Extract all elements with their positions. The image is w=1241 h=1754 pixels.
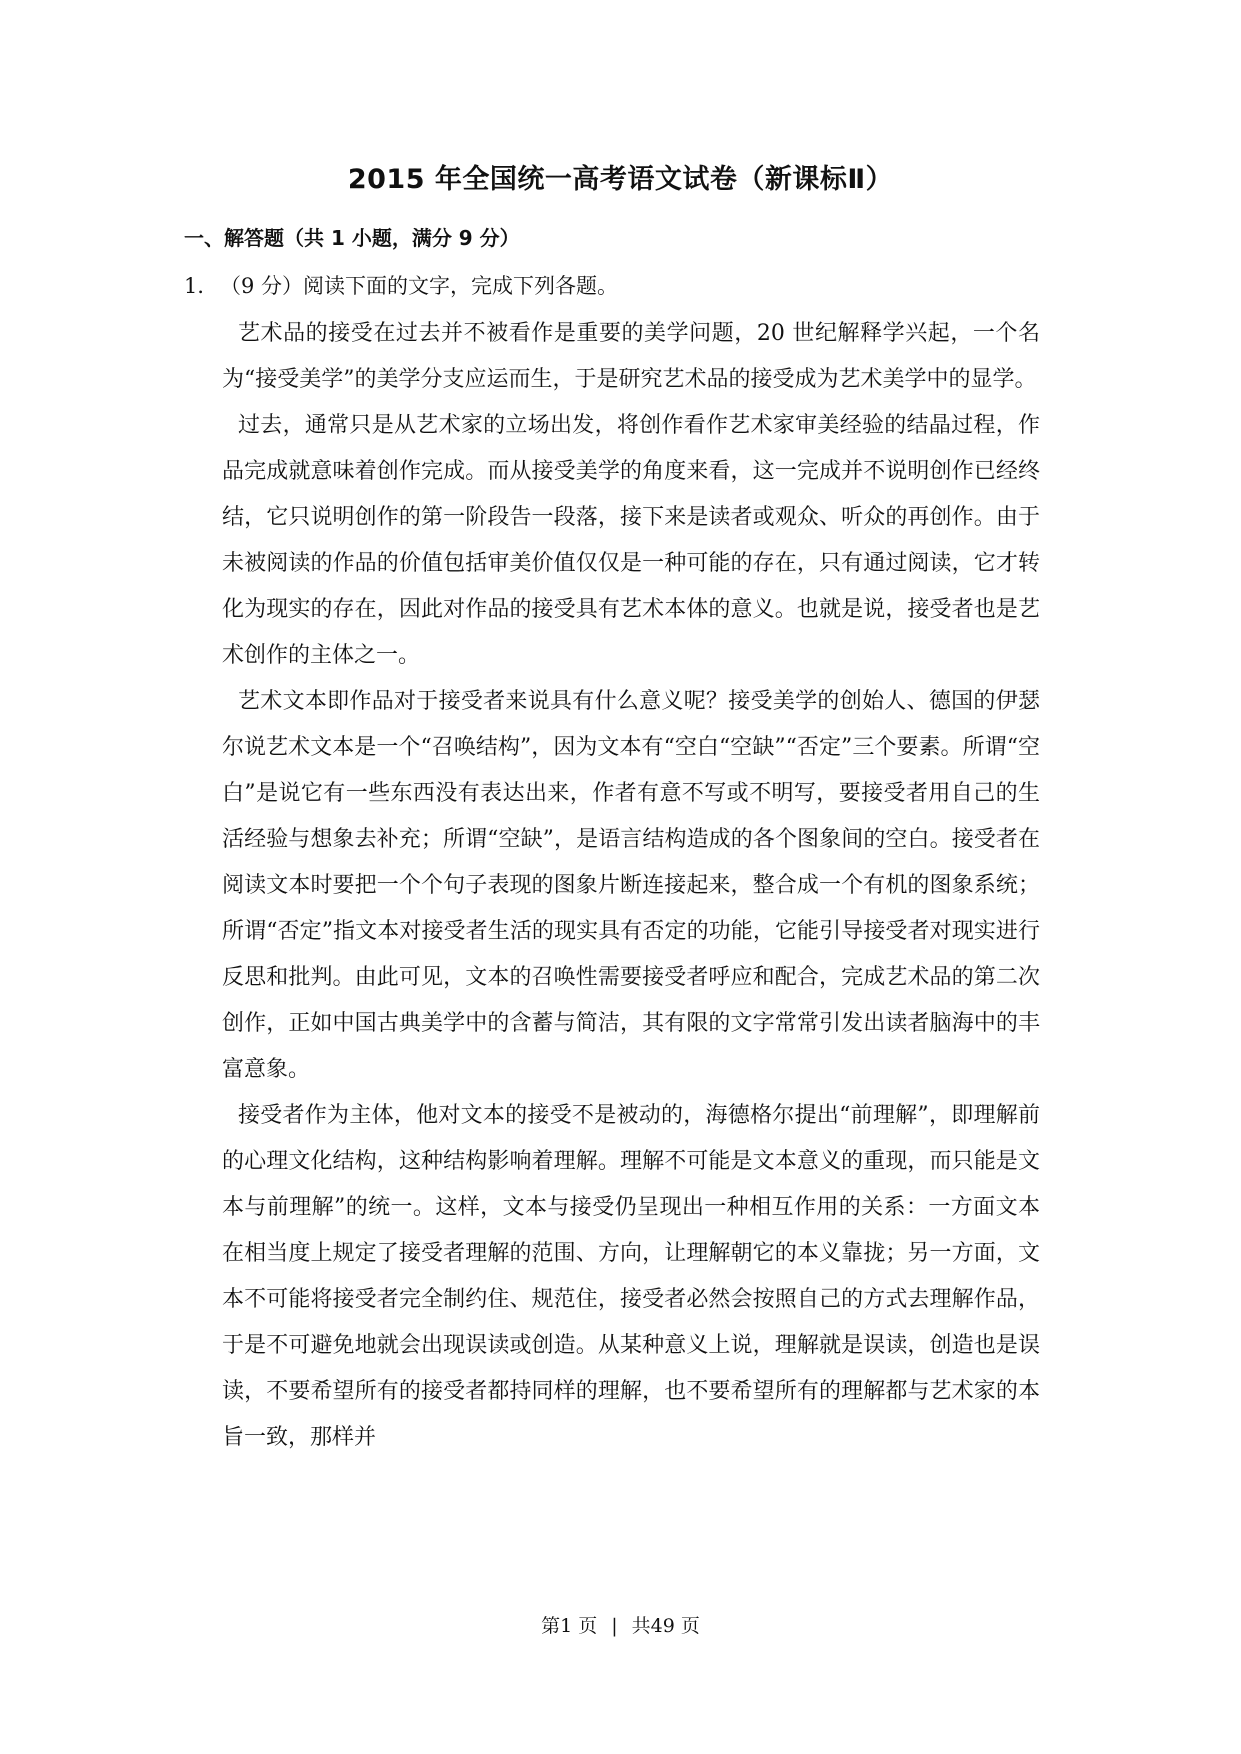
passage-paragraph-1: 艺术品的接受在过去并不被看作是重要的美学问题，20 世纪解释学兴起，一个名为“接受美学”的美学分支应运而生，于是研究艺术品的接受成为艺术美学中的显学。 [222, 321, 1040, 392]
question-prompt: （9 分）阅读下面的文字，完成下列各题。 [220, 274, 619, 298]
passage-paragraph-3: 艺术文本即作品对于接受者来说具有什么意义呢？接受美学的创始人、德国的伊瑟尔说艺术文本是一个“召唤结构”，因为文本有“空白“空缺”“否定”三个要素。所谓“空白”是说它有一些东西没有表达出来，作者有意不写或不明写，要接受者用自己的生活经验与想象去补充；所谓“空缺”，是语言结构造成的各个图象间的空白。接受者在阅读文本时要把一个个句子表现的图象片断连接起来，整合成一个有机的图象系统；所谓“否定”指文本对接受者生活的现实具有否定的功能，它能引导接受者对现实进行反思和批判。由此可见，文本的召唤性需要接受者呼应和配合，完成艺术品的第二次创作，正如中国古典美学中的含蓄与简洁，其有限的文字常常引发出读者脑海中的丰富意象。 [222, 689, 1040, 1082]
page-footer [0, 1612, 1241, 1640]
page-title: 2015 年全国统一高考语文试卷（新课标Ⅱ） [347, 164, 894, 195]
passage-paragraph-2: 过去，通常只是从艺术家的立场出发，将创作看作艺术家审美经验的结晶过程，作品完成就意味着创作完成。而从接受美学的角度来看，这一完成并不说明创作已经终结，它只说明创作的第一阶段告一段落，接下来是读者或观众、听众的再创作。由于未被阅读的作品的价值包括审美价值仅仅是一种可能的存在，只有通过阅读，它才转化为现实的存在，因此对作品的接受具有艺术本体的意义。也就是说，接受者也是艺术创作的主体之一。 [222, 413, 1040, 668]
passage-paragraph-4: 接受者作为主体，他对文本的接受不是被动的，海德格尔提出“前理解”，即理解前的心理文化结构，这种结构影响着理解。理解不可能是文本意义的重现，而只能是文本与前理解”的统一。这样，文本与接受仍呈现出一种相互作用的关系：一方面文本在相当度上规定了接受者理解的范围、方向，让理解朝它的本义靠拢；另一方面，文本不可能将接受者完全制约住、规范住，接受者必然会按照自己的方式去理解作品，于是不可避免地就会出现误读或创造。从某种意义上说，理解就是误读，创造也是误读，不要希望所有的接受者都持同样的理解，也不要希望所有的理解都与艺术家的本旨一致，那样并 [222, 1103, 1040, 1450]
page-number: 第1 页 [541, 1615, 598, 1637]
reading-passage [222, 311, 1040, 1461]
question-header [184, 270, 618, 302]
footer-separator: | [611, 1615, 618, 1637]
question-number: 1． [184, 274, 219, 298]
page-total: 共49 页 [631, 1615, 700, 1637]
section-heading: 一、解答题（共 1 小题，满分 9 分） [184, 226, 520, 250]
